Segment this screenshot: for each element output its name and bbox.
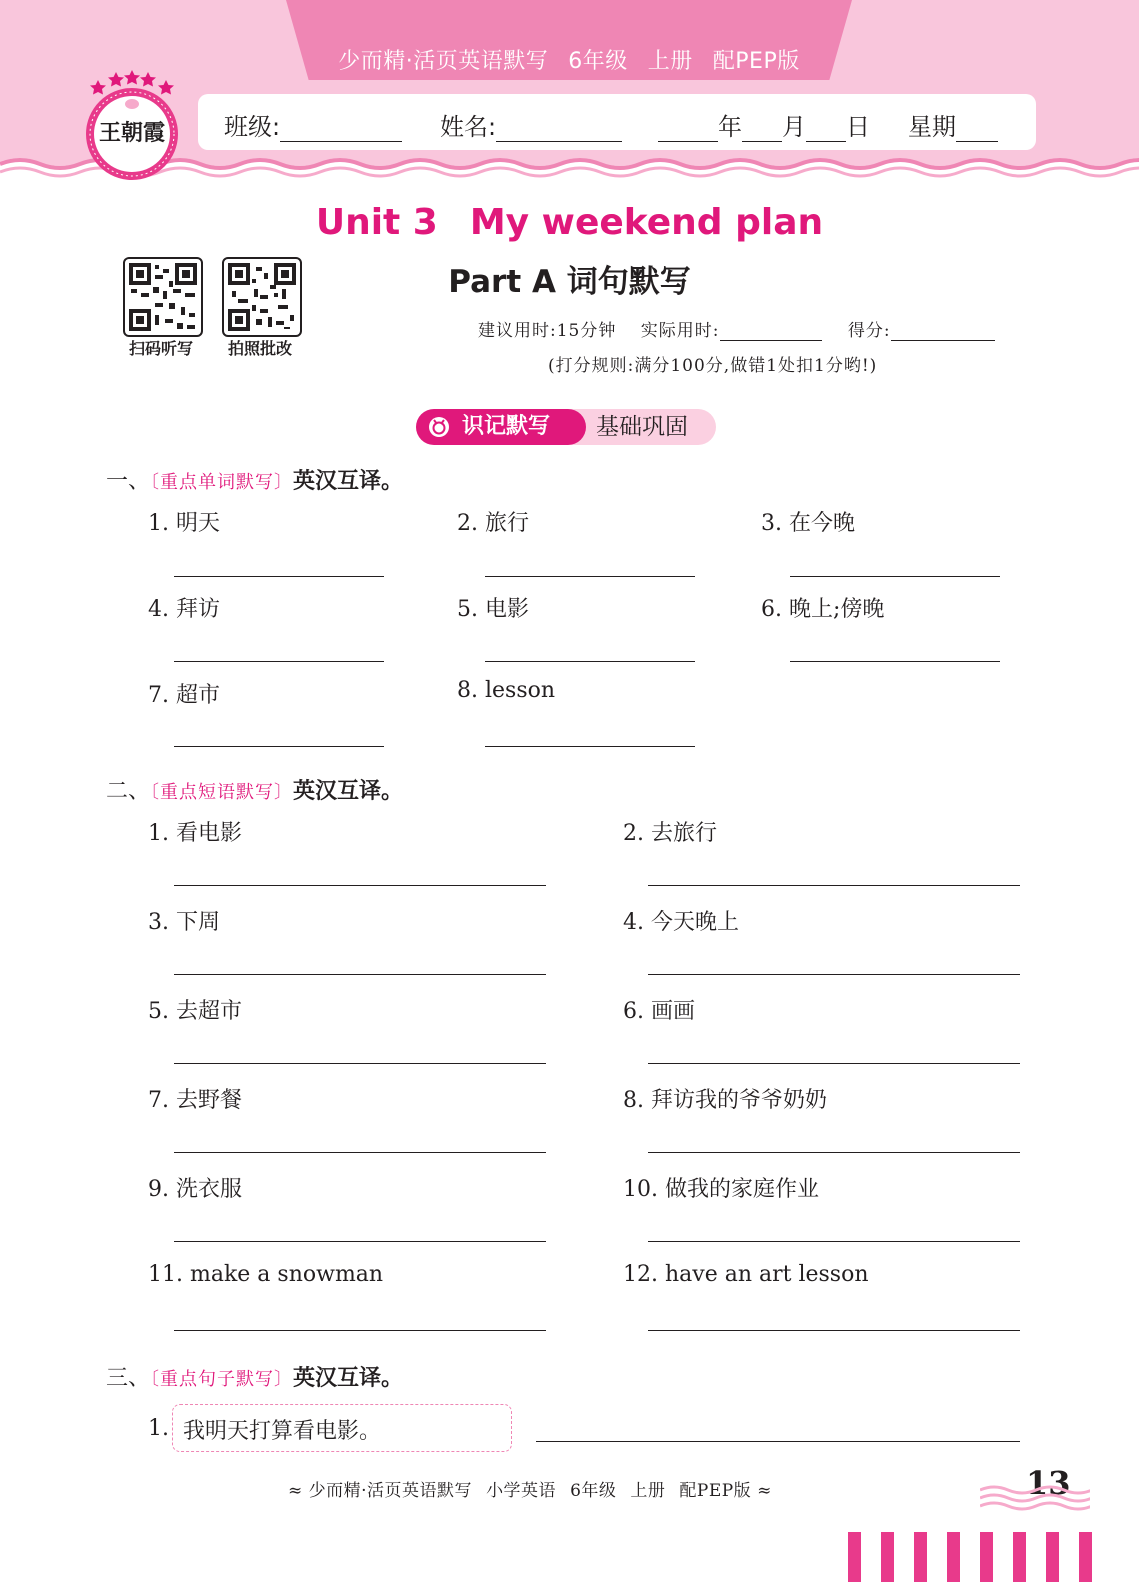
medal-icon	[428, 416, 450, 438]
page-wave-decoration	[980, 1482, 1090, 1516]
unit-number: Unit 3	[315, 202, 438, 243]
answer-line[interactable]	[648, 974, 1020, 975]
section2-number: 二、	[106, 779, 151, 804]
section2-instruction: 英汉互译。	[293, 779, 404, 804]
score-blank[interactable]	[891, 322, 995, 341]
word-item: 8. lesson	[457, 678, 556, 703]
timing-line	[478, 316, 995, 341]
phrase-item: 4. 今天晚上	[623, 910, 739, 935]
word-item: 6. 晚上;傍晚	[761, 597, 885, 622]
footer-edition: 配PEP版 ≈	[679, 1481, 772, 1501]
footer-stripe	[914, 1532, 927, 1582]
weekday-blank[interactable]	[956, 117, 998, 142]
series-grade: 6年级	[568, 49, 628, 74]
word-item: 2. 旅行	[457, 511, 529, 536]
answer-line[interactable]	[174, 885, 546, 886]
unit-title	[0, 202, 1139, 243]
answer-line[interactable]	[174, 1330, 546, 1331]
section1-instruction: 英汉互译。	[293, 469, 404, 494]
series-name: 少而精·活页英语默写	[338, 49, 549, 74]
answer-line[interactable]	[174, 1063, 546, 1064]
month-label: 月	[782, 113, 806, 141]
word-item: 4. 拜访	[148, 597, 220, 622]
footer-stripe	[881, 1532, 894, 1582]
phrase-item: 3. 下周	[148, 910, 220, 935]
footer-subject: 小学英语	[486, 1481, 557, 1501]
weekday-field[interactable]	[908, 107, 998, 142]
footer-stripe	[1046, 1532, 1059, 1582]
series-title	[286, 44, 852, 75]
phrase-item: 12. have an art lesson	[623, 1262, 869, 1287]
footer-term: 上册	[630, 1481, 666, 1501]
sentence-text: 我明天打算看电影。	[183, 1419, 382, 1444]
answer-line[interactable]	[174, 576, 384, 577]
footer-stripe	[1079, 1532, 1092, 1582]
answer-line[interactable]	[648, 1063, 1020, 1064]
phrase-item: 5. 去超市	[148, 999, 242, 1024]
word-item: 7. 超市	[148, 683, 220, 708]
answer-line[interactable]	[536, 1441, 1020, 1442]
phrase-item: 1. 看电影	[148, 821, 242, 846]
phrase-item: 9. 洗衣服	[148, 1177, 242, 1202]
year-label: 年	[718, 113, 742, 141]
suggested-time: 建议用时:15分钟	[478, 321, 617, 341]
section3-instruction: 英汉互译。	[293, 1366, 404, 1391]
weekday-label: 星期	[908, 113, 956, 141]
answer-line[interactable]	[648, 1330, 1020, 1331]
name-label: 姓名:	[440, 113, 497, 141]
answer-line[interactable]	[174, 746, 384, 747]
answer-line[interactable]	[485, 746, 695, 747]
series-term: 上册	[647, 49, 693, 74]
footer-text	[288, 1476, 786, 1501]
qr-code-icon	[224, 259, 300, 335]
phrase-item: 11. make a snowman	[148, 1262, 384, 1287]
section2-tag: 〔重点短语默写〕	[150, 782, 294, 803]
logo-text: 王朝霞	[98, 120, 166, 146]
class-blank[interactable]	[280, 117, 402, 142]
name-blank[interactable]	[496, 117, 622, 142]
name-field[interactable]	[440, 107, 622, 142]
answer-line[interactable]	[174, 1152, 546, 1153]
word-item: 1. 明天	[148, 511, 220, 536]
footer-stripe	[1013, 1532, 1026, 1582]
word-item: 3. 在今晚	[761, 511, 855, 536]
scoring-rule: (打分规则:满分100分,做错1处扣1分哟!)	[548, 356, 878, 376]
phrase-item: 10. 做我的家庭作业	[623, 1177, 819, 1202]
word-item: 5. 电影	[457, 597, 529, 622]
page-number: 13	[1026, 1464, 1071, 1502]
banner-right-text: 基础巩固	[596, 414, 688, 440]
section3-tag: 〔重点句子默写〕	[150, 1369, 294, 1390]
day-label: 日	[846, 113, 870, 141]
phrase-item: 7. 去野餐	[148, 1088, 242, 1113]
phrase-item: 6. 画画	[623, 999, 695, 1024]
footer-grade: 6年级	[570, 1481, 617, 1501]
brand-logo	[78, 70, 186, 182]
class-field[interactable]	[224, 107, 402, 142]
month-blank[interactable]	[742, 117, 782, 142]
answer-line[interactable]	[790, 661, 1000, 662]
answer-line[interactable]	[485, 661, 695, 662]
date-field[interactable]	[658, 107, 870, 142]
phrase-item: 2. 去旅行	[623, 821, 717, 846]
banner-label	[416, 409, 586, 445]
actual-time-blank[interactable]	[720, 322, 822, 341]
answer-line[interactable]	[485, 576, 695, 577]
answer-line[interactable]	[790, 576, 1000, 577]
class-label: 班级:	[224, 113, 281, 141]
unit-topic: My weekend plan	[469, 202, 824, 243]
year-blank[interactable]	[658, 117, 718, 142]
section-banner	[416, 409, 716, 445]
section3-number: 三、	[106, 1366, 151, 1391]
series-edition: 配PEP版	[712, 49, 800, 74]
sentence-number: 1.	[148, 1416, 169, 1441]
score-label: 得分:	[847, 321, 891, 341]
footer-stripe	[848, 1532, 861, 1582]
phrase-item: 8. 拜访我的爷爷奶奶	[623, 1088, 827, 1113]
part-title: Part A 词句默写	[448, 264, 691, 300]
info-bar	[198, 94, 1036, 150]
answer-line[interactable]	[174, 974, 546, 975]
answer-line[interactable]	[174, 661, 384, 662]
answer-line[interactable]	[648, 1152, 1020, 1153]
footer-series: ≈ 少而精·活页英语默写	[288, 1481, 473, 1501]
qr-code-icon	[125, 259, 201, 335]
qr-label-correct: 拍照批改	[227, 339, 292, 358]
answer-line[interactable]	[648, 885, 1020, 886]
banner-left-text: 识记默写	[462, 414, 551, 439]
answer-line[interactable]	[648, 1241, 1020, 1242]
qr-code-listen[interactable]	[123, 257, 203, 337]
footer-stripe	[980, 1532, 993, 1582]
section1-heading	[106, 464, 403, 495]
qr-code-correct[interactable]	[222, 257, 302, 337]
actual-time-label: 实际用时:	[640, 321, 720, 341]
section2-heading	[106, 774, 403, 805]
day-blank[interactable]	[806, 117, 846, 142]
section1-number: 一、	[106, 469, 151, 494]
section1-tag: 〔重点单词默写〕	[150, 472, 294, 493]
qr-label-listen: 扫码听写	[128, 339, 193, 358]
answer-line[interactable]	[174, 1241, 546, 1242]
footer-stripe	[947, 1532, 960, 1582]
section3-heading	[106, 1361, 403, 1392]
